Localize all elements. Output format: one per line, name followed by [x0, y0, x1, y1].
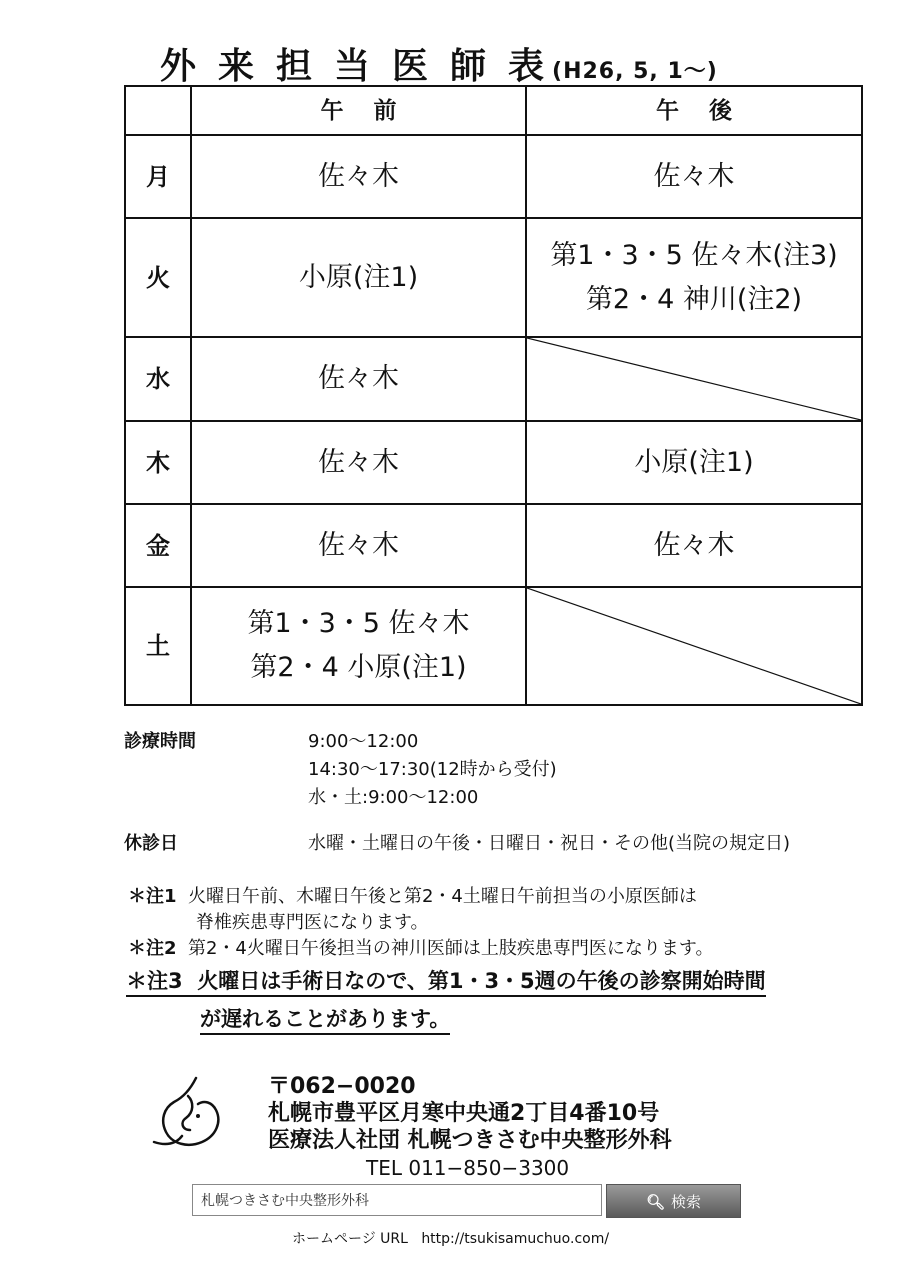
day-cell: 水 [125, 337, 191, 421]
day-cell: 月 [125, 135, 191, 218]
schedule-table [124, 85, 863, 706]
note-1 [128, 884, 697, 910]
pm-cell [526, 218, 862, 337]
am-cell [191, 337, 526, 421]
table-header-row [125, 86, 862, 135]
closed-label: 休診日 [124, 833, 178, 854]
hours-line: 14:30〜17:30(12時から受付) [308, 759, 557, 780]
day-cell: 火 [125, 218, 191, 337]
am-cell [191, 421, 526, 504]
clinic-logo-icon [152, 1072, 230, 1150]
note-1-line1: 火曜日午前、木曜日午後と第2・4土曜日午前担当の小原医師は [187, 886, 697, 907]
pm-cell [526, 504, 862, 587]
postal-code: 〒062−0020 [268, 1074, 416, 1099]
homepage-label: ホームページ URL [292, 1231, 408, 1247]
note-1-line2: 脊椎疾患専門医になります。 [196, 912, 429, 933]
table-row [125, 135, 862, 218]
page-title [160, 38, 860, 88]
day-cell: 木 [125, 421, 191, 504]
hours-line: 9:00〜12:00 [308, 731, 419, 752]
doctor-text: 佐々木 [318, 363, 399, 394]
table-row [125, 218, 862, 337]
note-1-mark: ＊注1 [128, 886, 177, 907]
am-cell [191, 135, 526, 218]
pm-cell-closed [526, 587, 862, 705]
search-button[interactable] [606, 1184, 741, 1218]
note-2-text: 第2・4火曜日午後担当の神川医師は上肢疾患専門医になります。 [187, 938, 714, 959]
street-address: 札幌市豊平区月寒中央通2丁目4番10号 [268, 1101, 660, 1126]
day-cell: 土 [125, 587, 191, 705]
table-row [125, 421, 862, 504]
note-3-mark: ＊注3 [126, 969, 183, 993]
table-row [125, 504, 862, 587]
doctor-text: 第2・4 小原(注1) [250, 652, 467, 683]
closed-text: 水曜・土曜日の午後・日曜日・祝日・その他(当院の規定日) [308, 833, 791, 854]
doctor-text: 佐々木 [318, 529, 399, 561]
table-row [125, 587, 862, 705]
hours-line: 水・土:9:00〜12:00 [308, 787, 479, 808]
doctor-text: 佐々木 [653, 529, 735, 561]
telephone: TEL 011−850−3300 [366, 1156, 570, 1180]
doctor-text: 佐々木 [318, 160, 399, 192]
table-row [125, 337, 862, 421]
pm-cell [526, 421, 862, 504]
homepage-url [292, 1228, 609, 1248]
note-3-line2: が遅れることがあります。 [200, 1004, 450, 1034]
search-bar [192, 1184, 754, 1218]
pm-cell [526, 135, 862, 218]
am-cell [191, 218, 526, 337]
am-cell [191, 587, 526, 705]
header-pm: 午後 [526, 86, 862, 135]
day-cell: 金 [125, 504, 191, 587]
corner-cell [125, 86, 191, 135]
diagonal-slash [527, 338, 861, 420]
am-cell [191, 504, 526, 587]
doctor-text: 第2・4 神川(注2) [585, 283, 803, 315]
header-am: 午前 [191, 86, 526, 135]
doctor-text: 佐々木 [318, 446, 399, 478]
pm-cell-closed [526, 337, 862, 421]
note-2 [128, 936, 713, 962]
title-date: (H26, 5, 1〜) [552, 59, 718, 84]
doctor-text: 佐々木 [653, 160, 735, 192]
hours-label: 診療時間 [124, 731, 196, 752]
diagonal-slash [527, 588, 861, 704]
search-input[interactable]: 札幌つきさむ中央整形外科 [192, 1184, 602, 1216]
doctor-text: 小原(注1) [634, 446, 754, 478]
title-main: 外来担当医師表 [160, 46, 567, 87]
note-3-line1: 火曜日は手術日なので、第1・3・5週の午後の診察開始時間 [197, 969, 766, 993]
doctor-text: 第1・3・5 佐々木(注3) [550, 239, 838, 271]
note-3 [126, 966, 766, 996]
doctor-text: 第1・3・5 佐々木 [247, 608, 470, 639]
clinic-name: 医療法人社団 札幌つきさむ中央整形外科 [268, 1128, 672, 1153]
search-button-label: 検索 [671, 1193, 702, 1211]
homepage-link[interactable]: http://tsukisamuchuo.com/ [421, 1231, 610, 1247]
magnifier-icon: 🔍︎ [645, 1193, 666, 1211]
doctor-text: 小原(注1) [298, 261, 419, 293]
note-2-mark: ＊注2 [128, 938, 177, 959]
